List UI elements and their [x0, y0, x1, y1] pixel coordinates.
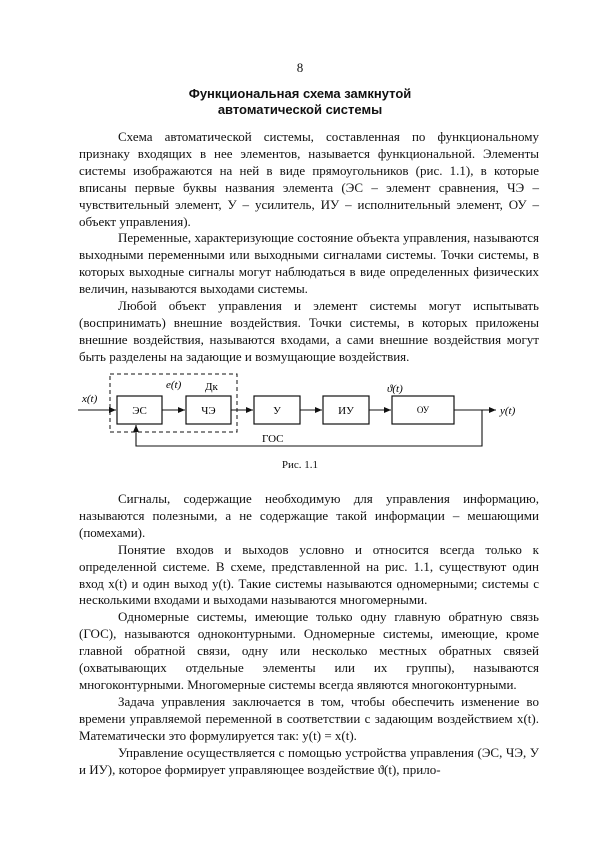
bottom-text-block — [79, 491, 539, 778]
paragraph: Любой объект управления и элемент системы могут испытывать (воспринимать) внешние воздействия. Точки системы, в которых приложены внешние воздействия, называются входами, а сами внешние воздействия могут быть разделены на задающие и возмущающие воздействия. — [79, 298, 539, 364]
block-label-es: ЭС — [132, 405, 147, 417]
title-line-2: автоматической системы — [217, 102, 383, 117]
paragraph: Схема автоматической системы, составленная по функциональному признаку входящих в нее элементов, называется функциональной. Элементы системы изображаются на ней в виде прямоугольников (рис. 1.1), в которые вписаны первые буквы названия элемента (ЭС – элемент сравнения, ЧЭ – чувствительный элемент, У – усилитель, ИУ – исполнительный элемент, ОУ – объект управления). — [79, 129, 539, 229]
paragraph: Переменные, характеризующие состояние объекта управления, называются выходными переменными или выходными сигналами системы. Точки системы, в которых выходные сигналы могут наблюдаться в виде определенных физических величин, называются выходами системы. — [79, 230, 539, 297]
output-label: y(t) — [500, 405, 516, 417]
paragraph: Задача управления заключается в том, чтобы обеспечить изменение во времени управляемой переменной в соответствии с задающим воздействием x(t). Математически это формулируется так: y(t) = x(t). — [79, 693, 539, 743]
block-label-che: ЧЭ — [201, 405, 216, 417]
block-label-ou: ОУ — [416, 405, 430, 415]
dk-label: Дк — [205, 381, 218, 393]
block-label-iu: ИУ — [338, 405, 354, 417]
input-label: x(t) — [82, 393, 98, 405]
paragraph: Управление осуществляется с помощью устройства управления (ЭС, ЧЭ, У и ИУ), которое формирует управляющее воздействие ϑ(t), прило- — [79, 744, 539, 777]
paragraph: Сигналы, содержащие необходимую для управления информацию, называются полезными, а не содержащие такой информации – мешающими (помехами). — [79, 491, 539, 540]
title-line-1: Функциональная схема замкнутой — [188, 86, 412, 101]
page-number: 8 — [296, 60, 304, 75]
functional-diagram — [0, 372, 600, 452]
block-label-u: У — [273, 405, 281, 417]
paragraph: Одномерные системы, имеющие только одну главную обратную связь (ГОС), называются одноконтурными. Одномерные системы, имеющие, кроме главной обратной связи, одну или несколько местных обратных связей (охватывающих отдельные элементы или их группы), называются многоконтурными. Многомерные системы всегда являются многоконтурными. — [79, 609, 539, 692]
theta-label: ϑ(t) — [387, 383, 403, 395]
section-title — [0, 86, 600, 118]
paragraph: Понятие входов и выходов условно и относится всегда только к определенной системе. В схеме, представленной на рис. 1.1, существуют один вход x(t) и один выход y(t). Такие системы называются одномерными; системы с несколькими входами и выходами называются многомерными. — [79, 541, 539, 608]
figure-caption: Рис. 1.1 — [281, 459, 319, 471]
feedback-label: ГОС — [262, 433, 284, 445]
top-text-block — [79, 129, 539, 366]
error-label: e(t) — [166, 379, 182, 391]
